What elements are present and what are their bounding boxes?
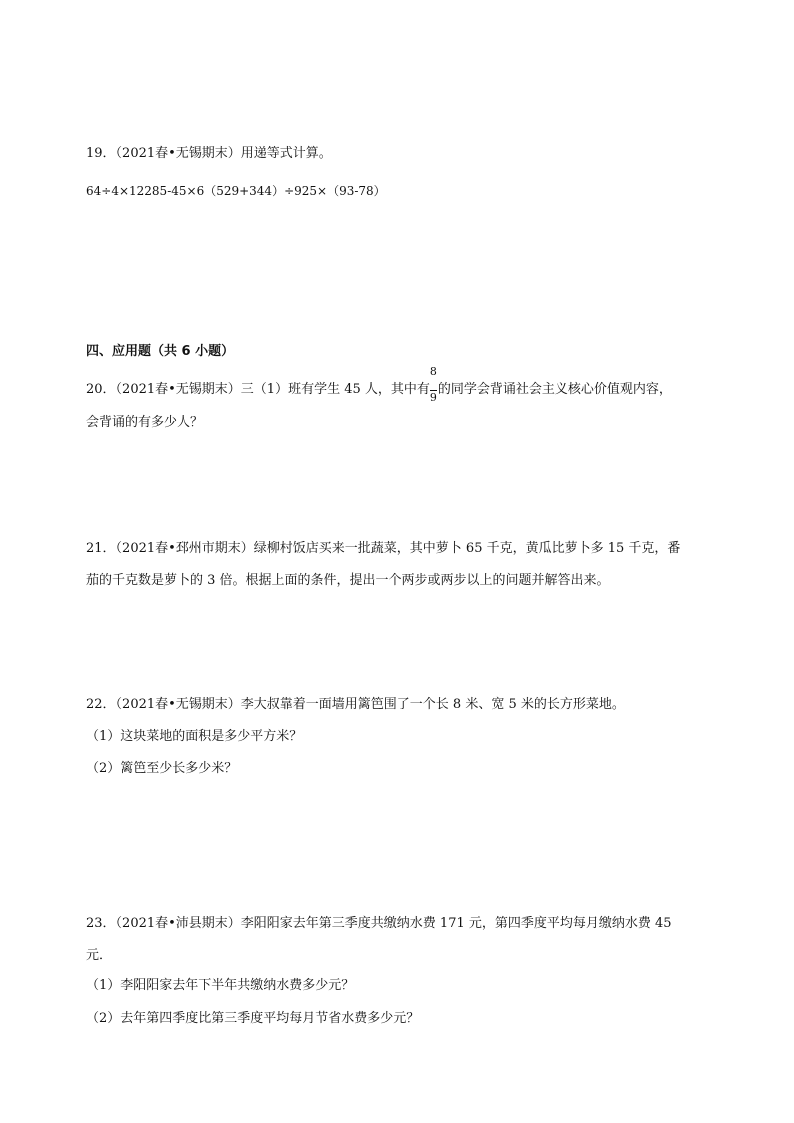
question-20-text-after-fraction: 的同学会背诵社会主义核心价值观内容， [437,382,672,397]
question-20-text-before-fraction: 20．（2021春•无锡期末）三（1）班有学生 45 人，其中有 [86,382,430,397]
question-22-sub-1: （1）这块菜地的面积是多少平方米？ [86,729,303,744]
fraction-eight-ninths [429,365,438,404]
question-23-line-1: 23．（2021春•沛县期末）李阳阳家去年第三季度共缴纳水费 171 元，第四季度平均每月缴纳水费 45 [86,916,672,931]
question-23-line-2: 元． [86,948,113,963]
question-23-sub-2: （2）去年第四季度比第三季度平均每月节省水费多少元？ [86,1011,420,1026]
question-20-line-1 [86,365,672,404]
question-22-sub-2: （2）篱笆至少长多少米？ [86,761,238,776]
question-19-title: 19．（2021春•无锡期末）用递等式计算。 [86,146,332,161]
section-4-heading: 四、应用题（共 6 小题） [86,344,235,359]
fraction-numerator: 8 [429,365,437,378]
question-23-sub-1: （1）李阳阳家去年下半年共缴纳水费多少元？ [86,978,355,993]
question-21-line-2: 茄的千克数是萝卜的 3 倍。根据上面的条件，提出一个两步或两步以上的问题并解答出来。 [86,573,610,588]
question-19-expressions: 64÷4×12285-45×6（529+344）÷925×（93-78） [86,184,386,198]
fraction-denominator: 9 [429,391,437,404]
question-20-line-2: 会背诵的有多少人？ [86,415,204,430]
question-21-line-1: 21．（2021春•邳州市期末）绿柳村饭店买来一批蔬菜，其中萝卜 65 千克，黄瓜比萝卜多 15 千克，番 [86,541,681,556]
question-22-line-1: 22．（2021春•无锡期末）李大叔靠着一面墙用篱笆围了一个长 8 米、宽 5 米的长方形菜地。 [86,697,625,712]
